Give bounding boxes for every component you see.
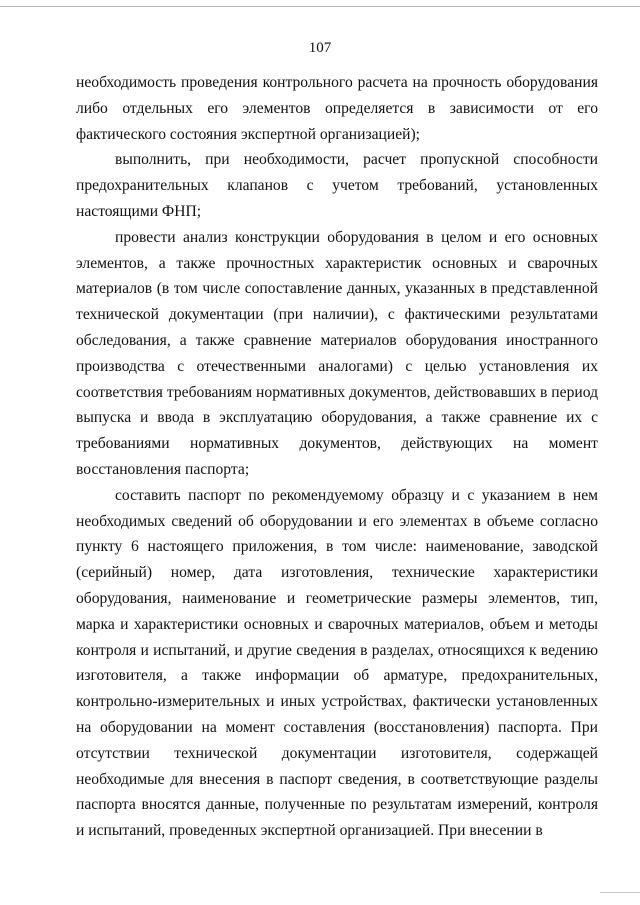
paragraph: выполнить, при необходимости, расчет пропускной способности предохранительных клапанов с учетом требований, установленных настоящими ФНП; xyxy=(76,151,598,220)
document-body xyxy=(76,70,598,844)
paragraph: провести анализ конструкции оборудования в целом и его основных элементов, а также прочностных характеристик основных и сварочных материалов (в том числе сопоставление данных, указанных в представленной технической документации (при наличии), с фактическими результатами обследования, а также сравнение материалов оборудования иностранного производства с отечественными аналогами) с целью установления их соответствия требованиям нормативных документов, действовавших в период выпуска и ввода в эксплуатацию оборудования, а также сравнение их с требованиями нормативных документов, действующих на момент восстановления паспорта; xyxy=(76,228,598,478)
page-number: 107 xyxy=(308,40,332,56)
paragraph: необходимость проведения контрольного расчета на прочность оборудования либо отдельных его элементов определяется в зависимости от его фактического состояния экспертной организацией); xyxy=(76,74,598,143)
scan-edge-mark xyxy=(600,892,640,893)
scan-edge-line xyxy=(0,6,640,7)
paragraph: составить паспорт по рекомендуемому образцу и с указанием в нем необходимых сведений об оборудовании и его элементах в объеме согласно пункту 6 настоящего приложения, в том числе: наименование, заводской (серийный) номер, дата изготовления, технические характеристики оборудования, наименование и геометрические размеры элементов, тип, марка и характеристики основных и сварочных материалов, объем и методы контроля и испытаний, и другие сведения в разделах, относящихся к ведению изготовителя, а также информации об арматуре, предохранительных, контрольно-измерительных и иных устройствах, фактически установленных на оборудовании на момент составления (восстановления) паспорта. При отсутствии технической документации изготовителя, содержащей необходимые для внесения в паспорт сведения, в соответствующие разделы паспорта вносятся данные, полученные по результатам измерений, контроля и испытаний, проведенных экспертной организацией. При внесении в xyxy=(76,486,598,840)
